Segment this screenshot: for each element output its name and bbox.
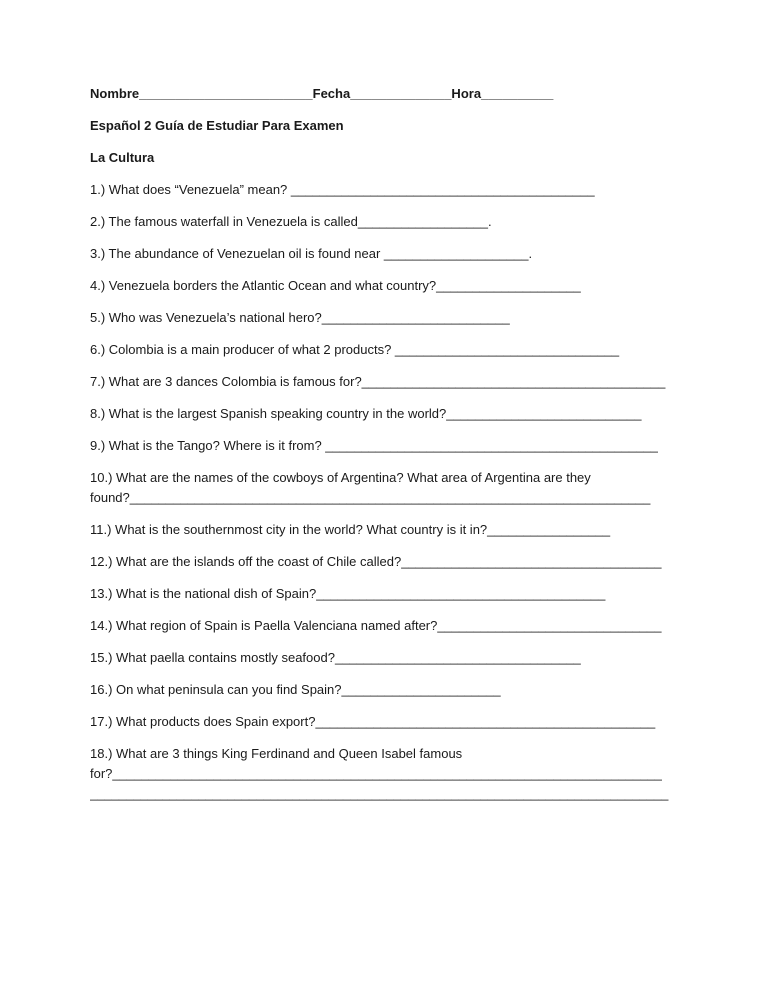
question-15 xyxy=(90,648,678,668)
question-6 xyxy=(90,340,678,360)
question-1 xyxy=(90,180,678,200)
question-1-line-1: 1.) What does “Venezuela” mean? __________________________________________ xyxy=(90,182,595,197)
question-10-line-1: 10.) What are the names of the cowboys of Argentina? What area of Argentina are they xyxy=(90,470,591,485)
question-10-line-2: found?________________________________________________________________________ xyxy=(90,490,651,505)
question-18-line-3: ________________________________________________________________________________ xyxy=(90,786,669,801)
question-4-line-1: 4.) Venezuela borders the Atlantic Ocean and what country?____________________ xyxy=(90,278,581,293)
question-3-line-1: 3.) The abundance of Venezuelan oil is found near ____________________. xyxy=(90,246,533,261)
question-2-line-1: 2.) The famous waterfall in Venezuela is called__________________. xyxy=(90,214,492,229)
question-11 xyxy=(90,520,678,540)
question-13-line-1: 13.) What is the national dish of Spain?________________________________________ xyxy=(90,586,606,601)
question-10 xyxy=(90,468,678,508)
question-12 xyxy=(90,552,678,572)
question-6-line-1: 6.) Colombia is a main producer of what 2 products? _______________________________ xyxy=(90,342,620,357)
section-heading: La Cultura xyxy=(90,150,155,165)
question-16-line-1: 16.) On what peninsula can you find Spain?______________________ xyxy=(90,682,501,697)
question-7-line-1: 7.) What are 3 dances Colombia is famous for?__________________________________________ xyxy=(90,374,666,389)
question-18-line-1: 18.) What are 3 things King Ferdinand and Queen Isabel famous xyxy=(90,746,463,761)
name-date-hora-line: Nombre________________________Fecha______________Hora__________ xyxy=(90,86,554,101)
question-5-line-1: 5.) Who was Venezuela’s national hero?__________________________ xyxy=(90,310,510,325)
question-17-line-1: 17.) What products does Spain export?_______________________________________________ xyxy=(90,714,656,729)
question-3 xyxy=(90,244,678,264)
question-7 xyxy=(90,372,678,392)
question-9 xyxy=(90,436,678,456)
question-18-line-2: for?____________________________________________________________________________ xyxy=(90,766,662,781)
question-14 xyxy=(90,616,678,636)
question-4 xyxy=(90,276,678,296)
worksheet-title: Español 2 Guía de Estudiar Para Examen xyxy=(90,118,344,133)
question-12-line-1: 12.) What are the islands off the coast of Chile called?____________________________________ xyxy=(90,554,662,569)
question-8-line-1: 8.) What is the largest Spanish speaking country in the world?___________________________ xyxy=(90,406,642,421)
question-14-line-1: 14.) What region of Spain is Paella Valenciana named after?_______________________________ xyxy=(90,618,662,633)
question-18 xyxy=(90,744,678,804)
question-16 xyxy=(90,680,678,700)
question-8 xyxy=(90,404,678,424)
question-9-line-1: 9.) What is the Tango? Where is it from? ______________________________________________ xyxy=(90,438,658,453)
question-15-line-1: 15.) What paella contains mostly seafood?__________________________________ xyxy=(90,650,581,665)
question-11-line-1: 11.) What is the southernmost city in the world? What country is it in?_________________ xyxy=(90,522,611,537)
question-2 xyxy=(90,212,678,232)
question-5 xyxy=(90,308,678,328)
questions-list xyxy=(90,180,678,804)
question-13 xyxy=(90,584,678,604)
question-17 xyxy=(90,712,678,732)
